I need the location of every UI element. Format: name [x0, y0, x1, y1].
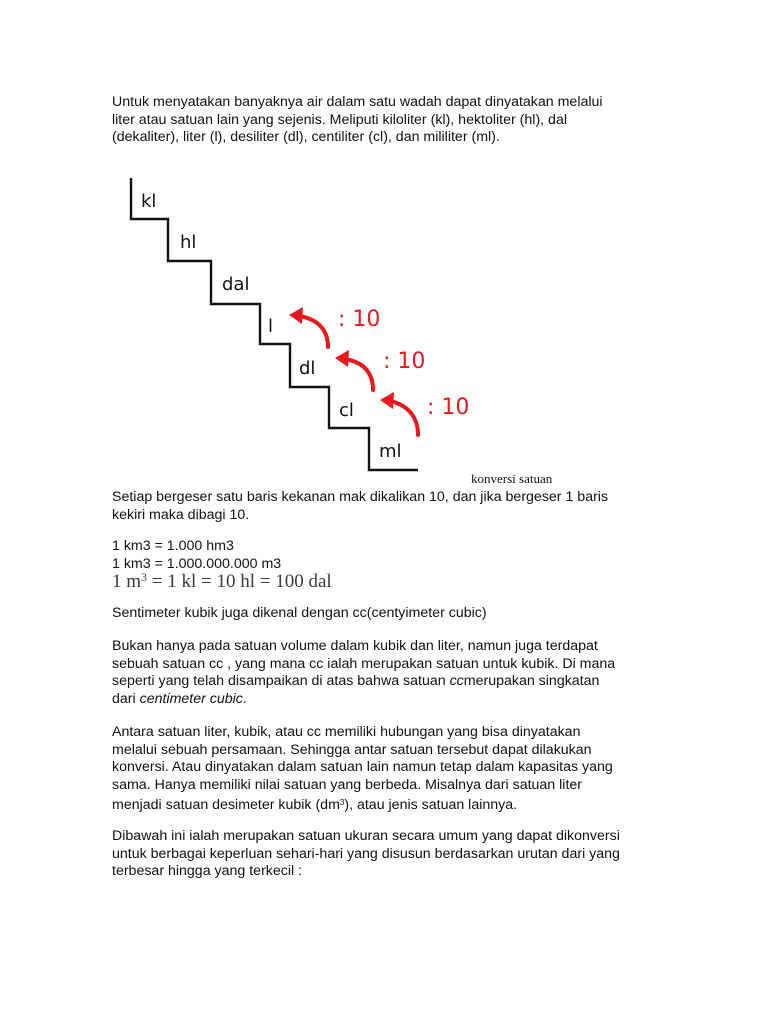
equation-line: 1 km3 = 1.000 hm3	[112, 538, 234, 554]
bukan-line4-prefix: dari	[112, 690, 140, 707]
step-label-dal: dal	[222, 274, 250, 295]
shift-rule-paragraph	[112, 489, 672, 524]
antara-last-sup: 3	[339, 798, 345, 808]
formula-rest: = 1 kl = 10 hl = 100 dal	[147, 571, 332, 592]
dibawah-line: untuk berbagai keperluan sehari-hari yang disusun berdasarkan urutan dari yang	[112, 845, 620, 862]
step-label-cl: cl	[339, 400, 354, 421]
formula-base: 1 m	[112, 571, 142, 592]
intro-line: Untuk menyatakan banyaknya air dalam satu wadah dapat dinyatakan melalui	[112, 94, 603, 110]
dibawah-line: Dibawah ini ialah merupakan satuan ukuran secara umum yang dapat dikonversi	[112, 828, 620, 844]
sentimeter-paragraph	[112, 605, 672, 623]
volume-formula	[112, 570, 332, 593]
antara-line: melalui sebuah persamaan. Sehingga antar satuan tersebut dapat dilakukan	[112, 741, 592, 758]
diagram-caption: konversi satuan	[471, 471, 553, 486]
antara-line: sama. Hanya memiliki nilai satuan yang berbeda. Misalnya dari satuan liter	[112, 776, 582, 793]
antara-paragraph	[112, 724, 672, 815]
bukan-line3-text: seperti yang telah disampaikan di atas bahwa satuan	[112, 673, 450, 690]
antara-last-suffix: ), atau jenis satuan lainnya.	[344, 797, 518, 814]
divide-arrow-l	[299, 316, 328, 347]
bukan-line: Bukan hanya pada satuan volume dalam kubik dan liter, namun juga terdapat	[112, 638, 598, 654]
arrowhead-l	[289, 307, 303, 324]
bukan-line3-italic: cc	[449, 673, 464, 690]
bukan-line	[112, 691, 672, 709]
arrow-label-l: : 10	[338, 307, 381, 332]
antara-line	[112, 794, 672, 815]
antara-line: Antara satuan liter, kubik, atau cc memiliki hubungan yang bisa dinyatakan	[112, 724, 581, 740]
arrow-label-cl: : 10	[427, 395, 470, 420]
bukan-line4-suffix: .	[242, 690, 247, 707]
step-label-hl: hl	[180, 232, 197, 253]
antara-line: konversi. Atau dinyatakan dalam satuan lain namun tetap dalam kapasitas yang	[112, 759, 613, 776]
intro-line: liter atau satuan lain yang sejenis. Meliputi kiloliter (kl), hektoliter (hl), dal	[112, 111, 567, 128]
divide-arrow-cl	[390, 401, 418, 435]
step-label-dl: dl	[299, 358, 316, 379]
divide-arrow-dl	[345, 359, 373, 390]
shift-rule-line: kekiri maka dibagi 10.	[112, 506, 250, 523]
shift-rule-line: Setiap bergeser satu baris kekanan mak dikalikan 10, dan jika bergeser 1 baris	[112, 489, 609, 505]
bukan-line: sebuah satuan cc , yang mana cc ialah merupakan satuan untuk kubik. Di mana	[112, 655, 616, 672]
equations-block	[112, 538, 672, 573]
antara-last-prefix: menjadi satuan desimeter kubik (dm	[112, 797, 340, 814]
step-label-l: l	[268, 316, 274, 337]
formula-exponent: 3	[141, 570, 148, 584]
equation-line: 1 km3 = 1.000.000.000 m3	[112, 555, 282, 572]
unit-staircase-diagram	[0, 0, 768, 500]
bukan-line	[112, 673, 672, 691]
bukan-paragraph	[112, 638, 672, 708]
bukan-line3-rest: merupakan singkatan	[463, 673, 600, 690]
step-label-kl: kl	[141, 191, 157, 212]
intro-line: (dekaliter), liter (l), desiliter (dl), centiliter (cl), dan mililiter (ml).	[112, 129, 500, 146]
arrow-label-dl: : 10	[383, 349, 426, 374]
step-label-ml: ml	[379, 441, 402, 462]
arrowhead-cl	[380, 392, 394, 409]
dibawah-line: terbesar hingga yang terkecil :	[112, 863, 303, 880]
arrowhead-dl	[335, 350, 349, 367]
dibawah-paragraph	[112, 828, 672, 881]
sentimeter-line: Sentimeter kubik juga dikenal dengan cc(centyimeter cubic)	[112, 605, 487, 621]
bukan-line4-italic: centimeter cubic	[139, 690, 243, 707]
